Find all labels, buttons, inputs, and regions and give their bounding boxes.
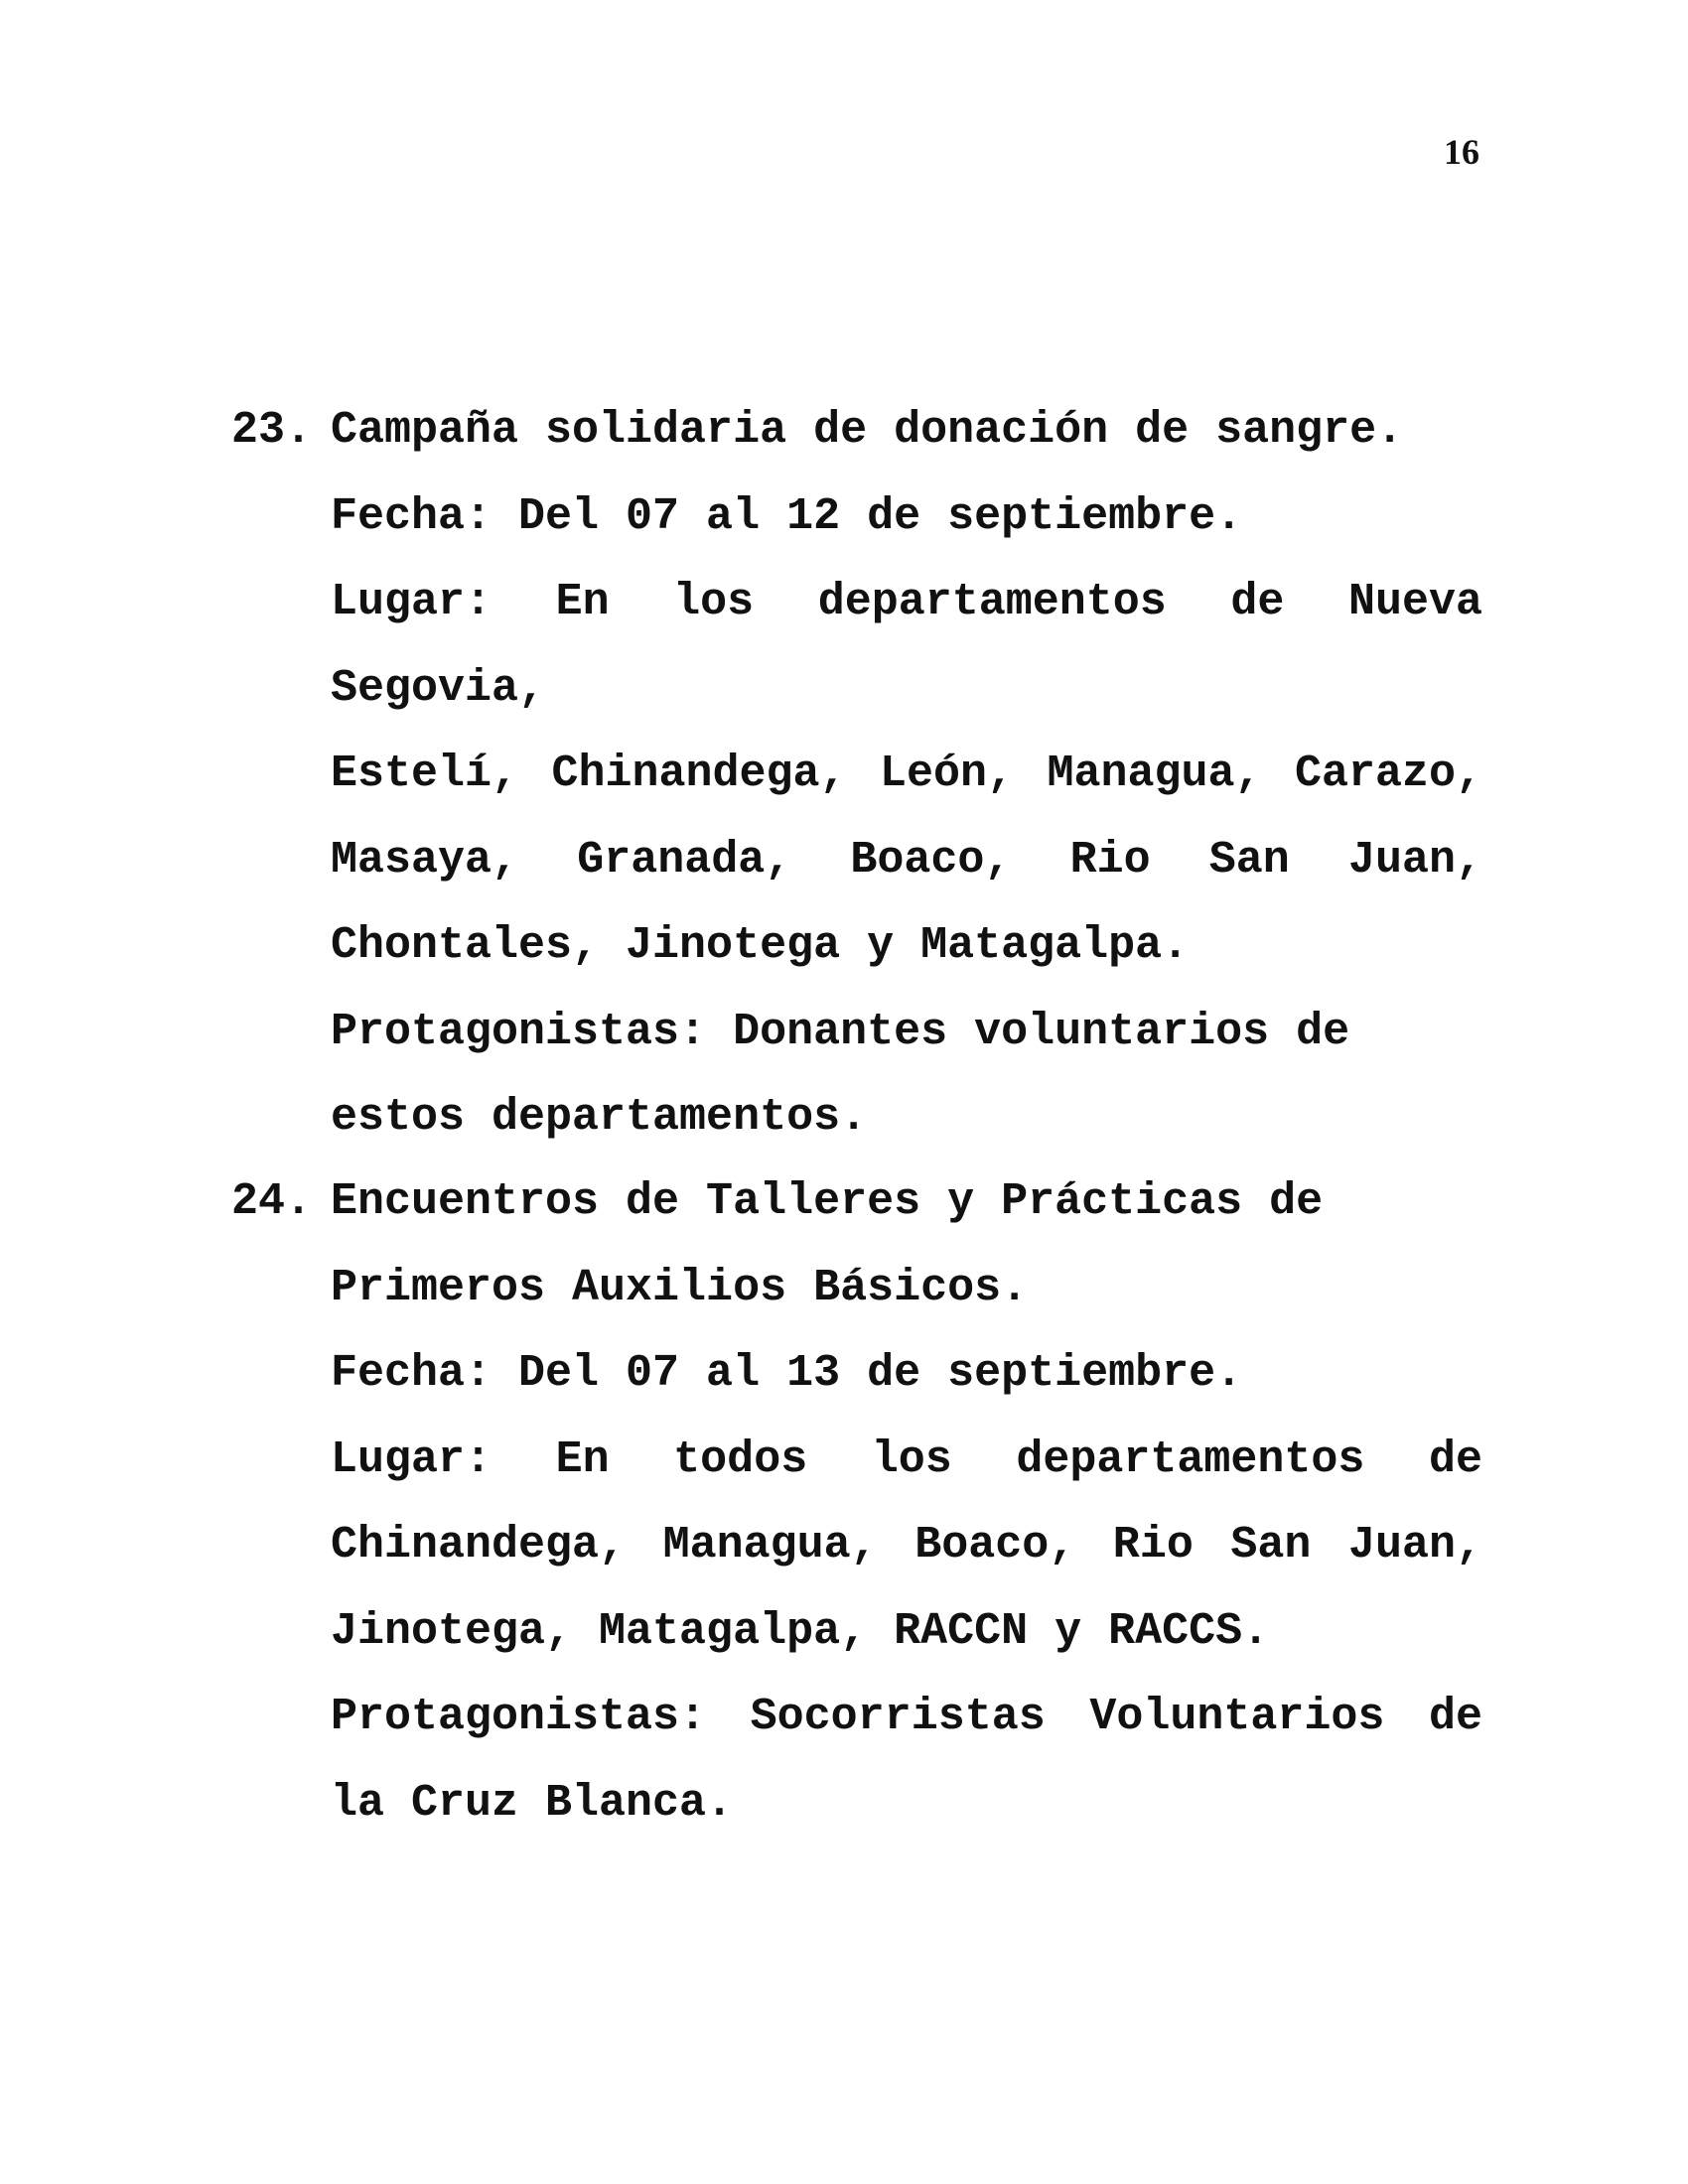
page-number: 16 <box>1444 132 1479 172</box>
list-item-24 <box>231 1160 1482 1846</box>
participants-line: Protagonistas: Socorristas Voluntarios de <box>331 1692 1482 1742</box>
date-line: Fecha: Del 07 al 12 de septiembre. <box>331 490 1243 542</box>
participants-line: Protagonistas: Donantes voluntarios de <box>331 1006 1350 1057</box>
item-body <box>331 388 1482 1161</box>
participants-line: estos departamentos. <box>331 1092 868 1143</box>
item-number: 24. <box>231 1176 313 1227</box>
date-line: Fecha: Del 07 al 13 de septiembre. <box>331 1348 1243 1399</box>
place-line: Chinandega, Managua, Boaco, Rio San Juan, <box>331 1520 1482 1570</box>
place-line: Chontales, Jinotega y Matagalpa. <box>331 920 1190 971</box>
participants-line: la Cruz Blanca. <box>331 1777 734 1829</box>
place-line: Lugar: En los departamentos de Nueva Segovia, <box>331 577 1482 714</box>
place-line: Lugar: En todos los departamentos de <box>331 1433 1482 1485</box>
item-title-line: Encuentros de Talleres y Prácticas de <box>331 1176 1324 1227</box>
place-line: Masaya, Granada, Boaco, Rio San Juan, <box>331 834 1482 886</box>
item-title-line: Primeros Auxilios Básicos. <box>331 1262 1029 1313</box>
item-number: 23. <box>231 405 313 456</box>
place-line: Estelí, Chinandega, León, Managua, Carazo, <box>331 749 1482 799</box>
place-line: Jinotega, Matagalpa, RACCN y RACCS. <box>331 1605 1270 1657</box>
item-body <box>331 1160 1482 1846</box>
list-item-23 <box>231 388 1482 1161</box>
item-title-line: Campaña solidaria de donación de sangre. <box>331 405 1404 456</box>
